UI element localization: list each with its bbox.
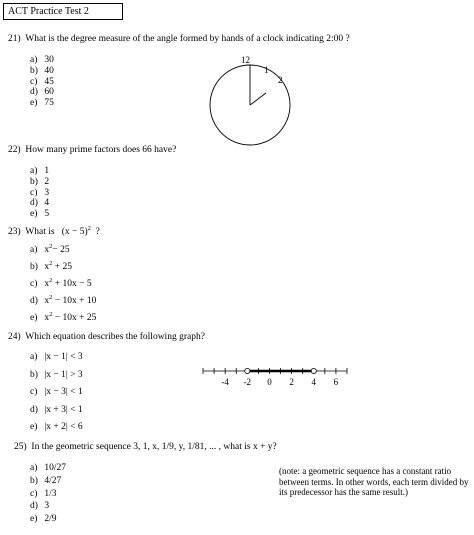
option-letter: d) [30, 404, 38, 415]
open-endpoint [245, 368, 250, 373]
page-title: ACT Practice Test 2 [8, 6, 89, 17]
question-tail: ? [95, 227, 100, 237]
option-text: 2 [44, 176, 50, 187]
question-number: 23) [8, 227, 21, 237]
answer-option [30, 198, 49, 208]
answer-option [30, 293, 97, 306]
option-text: 2/9 [44, 514, 57, 525]
answer-option [30, 501, 49, 511]
open-endpoint [311, 368, 316, 373]
option-text: 10/27 [44, 463, 67, 473]
clock-figure [200, 55, 320, 155]
question-text: How many prime factors does 66 have? [25, 145, 177, 155]
option-letter: e) [30, 514, 38, 525]
option-letter: d) [30, 198, 38, 209]
clock-label-2: 2 [278, 75, 283, 85]
tick-label: 2 [289, 377, 294, 387]
option-letter: b) [30, 176, 38, 187]
header-box [3, 3, 123, 20]
option-rest: − 25 [52, 245, 70, 255]
option-exponent: 2 [49, 276, 53, 284]
answer-option [30, 66, 54, 76]
option-base: x [44, 296, 50, 306]
answer-option [30, 422, 83, 432]
option-letter: e) [30, 98, 38, 109]
answer-option [30, 276, 92, 289]
question-number: 22) [8, 145, 21, 155]
answer-option [30, 370, 83, 380]
option-exponent: 2 [49, 310, 53, 318]
option-text: 1 [44, 166, 50, 176]
option-text: 75 [44, 98, 54, 109]
option-rest: + 25 [52, 262, 72, 272]
option-text: 30 [44, 55, 54, 65]
answer-option [30, 387, 83, 397]
option-letter: c) [30, 387, 38, 398]
option-letter: c) [30, 187, 38, 198]
answer-option [30, 352, 83, 362]
option-exponent: 2 [49, 242, 53, 250]
clock-label-12: 12 [241, 55, 250, 65]
question-22 [8, 145, 176, 155]
question-text: In the geometric sequence 3, 1, x, 1/9, y, 1/81, ... , what is x + y? [31, 442, 277, 452]
answer-option [30, 188, 49, 198]
option-letter: e) [30, 209, 38, 220]
question-number: 21) [8, 34, 21, 44]
option-text: |x − 3| < 1 [44, 387, 83, 398]
question-24 [8, 332, 205, 342]
option-rest: + 10x − 5 [52, 279, 92, 289]
option-rest: − 10x + 10 [52, 296, 97, 306]
answer-option [30, 177, 49, 187]
option-text: 3 [44, 187, 50, 198]
option-text: |x + 2| < 6 [44, 422, 83, 433]
option-base: x [44, 245, 50, 255]
sequence-note: (note: a geometric sequence has a constant ratio between terms. In other words, each term divided by its predecessor has the same result.) [279, 466, 469, 497]
option-letter: d) [30, 87, 38, 98]
option-letter: c) [30, 488, 38, 499]
number-line-graph [195, 360, 355, 390]
tick-label: 0 [267, 377, 272, 387]
option-letter: c) [30, 279, 38, 289]
answer-option [30, 259, 72, 272]
answer-option [30, 310, 97, 323]
option-text: |x − 1| > 3 [44, 369, 83, 380]
question-25 [14, 442, 277, 452]
question-expression: (x − 5) [61, 227, 88, 237]
option-text: 1/3 [44, 488, 57, 499]
option-base: x [44, 262, 50, 272]
clock-label-1: 1 [264, 65, 269, 75]
option-text: |x + 3| < 1 [44, 404, 83, 415]
option-letter: a) [30, 55, 38, 65]
option-exponent: 2 [49, 293, 53, 301]
answer-option [30, 55, 54, 65]
option-letter: a) [30, 352, 38, 362]
option-letter: b) [30, 475, 38, 486]
option-text: 3 [44, 501, 50, 512]
answer-option [30, 87, 54, 97]
option-letter: a) [30, 463, 38, 473]
answer-option [30, 476, 61, 486]
option-letter: a) [30, 166, 38, 176]
option-text: 4/27 [44, 475, 62, 486]
option-base: x [44, 313, 50, 323]
option-text: 45 [44, 76, 54, 87]
question-23 [8, 224, 100, 237]
tick-label: -2 [243, 377, 252, 387]
tick-label: 4 [311, 377, 317, 387]
question-text: Which equation describes the following graph? [25, 332, 205, 342]
answer-option [30, 166, 49, 176]
option-text: 60 [44, 87, 54, 98]
question-21 [8, 34, 350, 44]
answer-option [30, 463, 66, 473]
option-rest: − 10x + 25 [52, 313, 97, 323]
option-text: |x − 1| < 3 [44, 352, 83, 362]
answer-option [30, 98, 54, 108]
option-letter: a) [30, 245, 38, 255]
answer-option [30, 489, 57, 499]
question-number: 24) [8, 332, 21, 342]
option-exponent: 2 [49, 259, 53, 267]
option-letter: b) [30, 65, 38, 76]
option-letter: d) [30, 501, 38, 512]
option-letter: e) [30, 422, 38, 433]
tick-label: -4 [221, 377, 229, 387]
question-exponent: 2 [87, 224, 91, 232]
answer-option [30, 514, 57, 524]
answer-option [30, 242, 70, 255]
option-letter: b) [30, 369, 38, 380]
answer-option [30, 77, 54, 87]
answer-option [30, 209, 49, 219]
question-number: 25) [14, 442, 27, 452]
question-text: What is [25, 227, 55, 237]
option-letter: d) [30, 296, 38, 306]
question-text: What is the degree measure of the angle formed by hands of a clock indicating 2:00 ? [25, 34, 350, 44]
option-letter: e) [30, 313, 38, 323]
option-text: 5 [44, 209, 50, 220]
option-text: 40 [44, 65, 54, 76]
option-letter: b) [30, 262, 38, 272]
option-text: 4 [44, 198, 50, 209]
option-letter: c) [30, 76, 38, 87]
hand-at-2 [250, 93, 266, 105]
option-base: x [44, 279, 50, 289]
answer-option [30, 405, 83, 415]
tick-label: 6 [333, 377, 339, 387]
